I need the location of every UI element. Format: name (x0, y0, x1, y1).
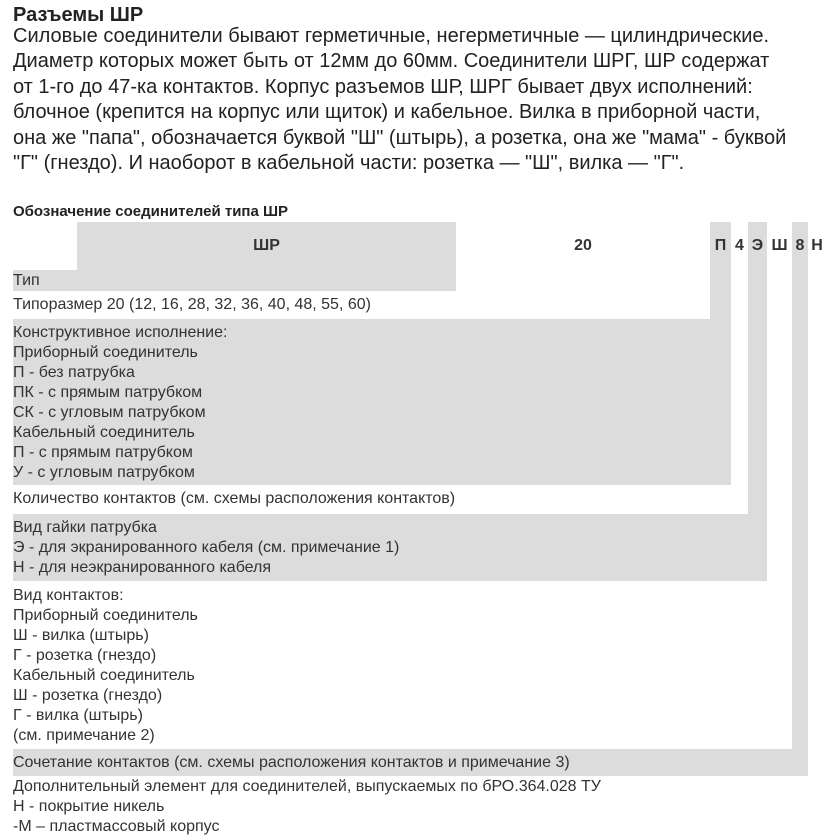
intro-line: от 1-го до 47-ка контактов. Корпус разъемов ШР, ШРГ бывает двух исполнений: (13, 75, 753, 98)
section-line: Тип (13, 272, 40, 289)
code-combination: 8 (795, 237, 805, 254)
code-nut-type: Э (751, 237, 764, 254)
intro-line: блочное (крепится на корпус или щиток) и кабельное. Вилка в приборной части, (13, 101, 761, 124)
section-line: Количество контактов (см. схемы расположения контактов) (13, 490, 456, 507)
section-line: (см. примечание 2) (13, 727, 155, 744)
section-line: ПК - с прямым патрубком (13, 384, 203, 401)
band-combination-column (792, 222, 808, 749)
code-type: ШР (253, 237, 280, 254)
section-contact-kind (13, 586, 198, 746)
section-line: -М – пластмассовый корпус (13, 818, 220, 835)
intro-line: Диаметр которых может быть от 12мм до 60мм. Соединители ШРГ, ШР содержат (13, 50, 770, 73)
code-size: 20 (574, 237, 592, 254)
section-line: Дополнительный элемент для соединителей, выпускаемых по бРО.364.028 ТУ (13, 778, 601, 795)
code-contact-count: 4 (735, 237, 744, 254)
section-line: Вид контактов: (13, 587, 124, 604)
section-line: Кабельный соединитель (13, 424, 195, 441)
section-line: Н - покрытие никель (13, 798, 165, 815)
section-line: Приборный соединитель (13, 607, 198, 624)
section-line: П - с прямым патрубком (13, 444, 193, 461)
band-nut-type-column (748, 222, 767, 514)
section-line: Г - вилка (штырь) (13, 707, 143, 724)
section-line: Приборный соединитель (13, 344, 198, 361)
intro-line: "Г" (гнездо). И наоборот в кабельной части: розетка — "Ш", вилка — "Г". (13, 152, 685, 175)
section-line: Конструктивное исполнение: (13, 324, 228, 341)
section-line: Э - для экранированного кабеля (см. примечание 1) (13, 539, 400, 556)
section-line: Вид гайки патрубка (13, 519, 157, 536)
section-line: Типоразмер 20 (12, 16, 28, 32, 36, 40, 48, 55, 60) (13, 296, 371, 313)
intro-line: Силовые соединители бывают герметичные, негерметичные — цилиндрические. (13, 25, 770, 47)
section-line: Ш - розетка (гнездо) (13, 687, 163, 704)
band-type-label (13, 270, 456, 291)
intro-paragraph (13, 24, 831, 176)
code-construction: П (714, 237, 727, 254)
section-line: Кабельный соединитель (13, 667, 195, 684)
section-line: Г - розетка (гнездо) (13, 647, 157, 664)
section-construction (13, 323, 227, 483)
table-title: Обозначение соединителей типа ШР (13, 203, 289, 220)
section-type (13, 271, 40, 291)
section-line: Н - для неэкранированного кабеля (13, 559, 272, 576)
code-extra: Н (811, 237, 823, 254)
intro-line: она же "папа", обозначается буквой "Ш" (штырь), а розетка, она же "мама" - буквой (13, 126, 787, 149)
section-line: П - без патрубка (13, 364, 135, 381)
section-combination (13, 753, 570, 773)
section-line: Ш - вилка (штырь) (13, 627, 149, 644)
section-line: У - с угловым патрубком (13, 464, 195, 481)
page-heading: Разъемы ШР (13, 4, 144, 26)
section-nut-type (13, 518, 399, 578)
section-size (13, 295, 371, 315)
section-line: СК - с угловым патрубком (13, 404, 206, 421)
code-contact-kind: Ш (771, 237, 788, 254)
section-extra (13, 777, 601, 837)
section-line: Сочетание контактов (см. схемы расположения контактов и примечание 3) (13, 754, 570, 771)
section-contact-count (13, 489, 455, 509)
